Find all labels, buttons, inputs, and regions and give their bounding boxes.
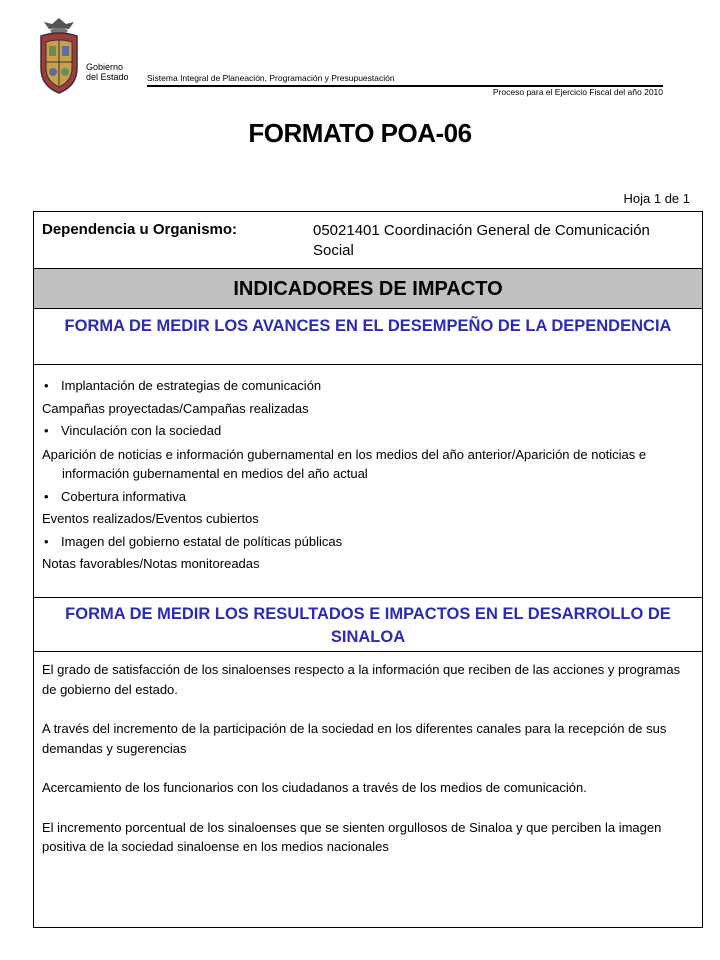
government-line-2: del Estado: [86, 72, 129, 82]
list-item: Campañas proyectadas/Campañas realizadas: [42, 400, 309, 416]
performance-heading: FORMA DE MEDIR LOS AVANCES EN EL DESEMPEÑO DE LA DEPENDENCIA: [64, 317, 672, 335]
list-item: • Vinculación con la sociedad: [42, 420, 694, 443]
government-line-1: Gobierno: [86, 62, 124, 72]
dependency-row: [34, 212, 702, 269]
performance-list: [34, 365, 702, 597]
state-coat-of-arms-icon: [36, 16, 82, 96]
list-item: Aparición de noticias e información gubernamental en los medios del año anterior/Aparición de noticias e información gubernamental en medios del año actual: [42, 446, 647, 481]
dependency-value: 05021401 Coordinación General de Comunicación Social: [313, 222, 650, 259]
results-paragraph: El grado de satisfacción de los sinaloenses respecto a la información que reciben de las acciones y programas de gobierno del estado.: [42, 662, 681, 697]
page-title: FORMATO POA-06: [248, 118, 472, 148]
list-item: • Implantación de estrategias de comunicación: [42, 375, 694, 398]
system-name: Sistema Integral de Planeación, Programación y Presupuestación: [147, 73, 395, 83]
dependency-label: Dependencia u Organismo:: [42, 221, 238, 238]
list-item: Eventos realizados/Eventos cubiertos: [42, 511, 259, 526]
government-label: [86, 62, 129, 82]
page-indicator: Hoja 1 de 1: [623, 191, 690, 206]
poa-table: [33, 211, 703, 928]
results-heading: FORMA DE MEDIR LOS RESULTADOS E IMPACTOS EN EL DESARROLLO DE SINALOA: [65, 605, 671, 646]
performance-heading-row: [34, 309, 702, 365]
results-paragraph: A través del incremento de la participación de la sociedad en los diferentes canales para la recepción de sus demandas y sugerencias: [42, 721, 667, 756]
results-paragraph: Acercamiento de los funcionarios con los ciudadanos a través de los medios de comunicación.: [42, 780, 587, 795]
list-item: • Imagen del gobierno estatal de políticas públicas: [42, 531, 694, 554]
list-item: Notas favorables/Notas monitoreadas: [42, 556, 260, 571]
section-title: INDICADORES DE IMPACTO: [34, 269, 702, 309]
fiscal-process: Proceso para el Ejercicio Fiscal del año 2010: [492, 87, 663, 97]
results-paragraph: El incremento porcentual de los sinaloenses que se sienten orgullosos de Sinaloa y que perciben la imagen positiva de la sociedad sinaloense en los medios nacionales: [42, 819, 662, 854]
results-body: [34, 652, 702, 928]
results-heading-row: [34, 597, 702, 652]
list-item: • Cobertura informativa: [42, 486, 694, 509]
